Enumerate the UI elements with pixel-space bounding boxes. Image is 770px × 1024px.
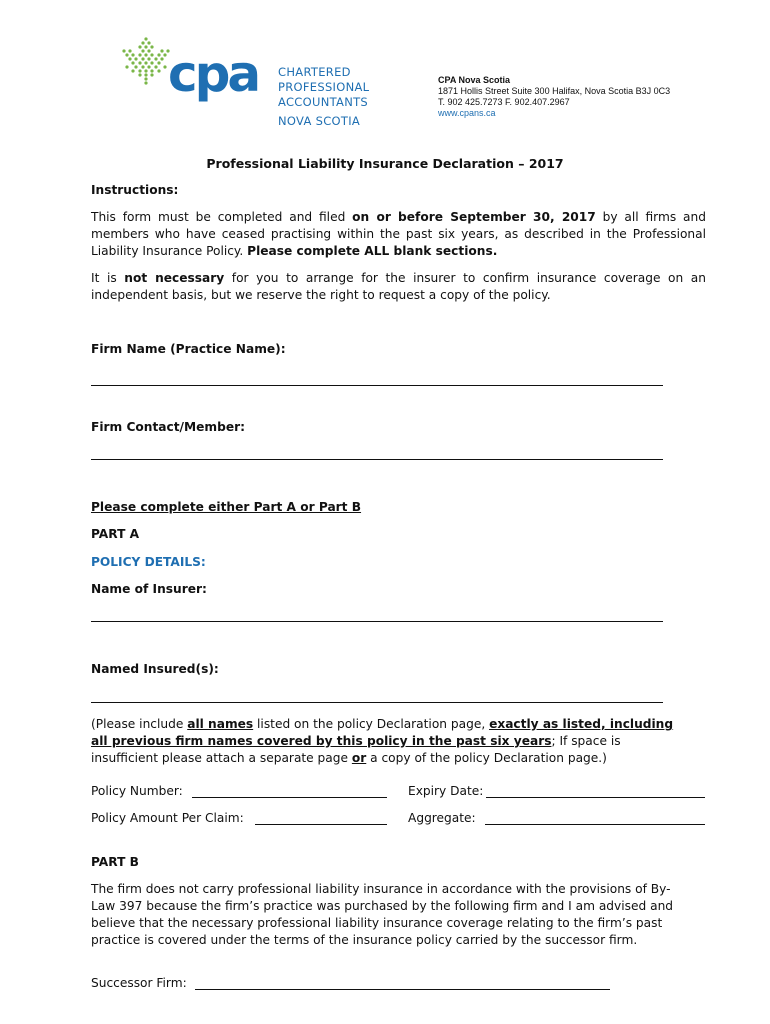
para1-deadline: on or before September 30, 2017 <box>352 210 596 224</box>
firm-contact-field[interactable] <box>91 459 663 460</box>
logo-line-4: NOVA SCOTIA <box>278 114 361 128</box>
named-insured-note <box>91 716 691 767</box>
firm-name-label: Firm Name (Practice Name): <box>91 342 286 356</box>
note-text-c: listed on the policy Declaration page, <box>253 717 490 731</box>
logo-designation <box>278 65 369 129</box>
named-insured-field[interactable] <box>91 702 663 703</box>
para1-complete-all: Please complete ALL blank sections. <box>247 244 498 258</box>
firm-contact-label: Firm Contact/Member: <box>91 420 245 434</box>
para1-text-a: This form must be completed and filed <box>91 210 353 224</box>
successor-firm-field[interactable] <box>195 989 610 990</box>
aggregate-label: Aggregate: <box>408 811 476 825</box>
org-name: CPA Nova Scotia <box>438 75 511 85</box>
para2-text-a: It is <box>91 271 125 285</box>
logo-line-3: ACCOUNTANTS <box>278 95 369 109</box>
policy-details-heading: POLICY DETAILS: <box>91 555 206 569</box>
aggregate-field[interactable] <box>485 824 705 825</box>
para2-not-necessary: not necessary <box>124 271 225 285</box>
document-title: Professional Liability Insurance Declaration – 2017 <box>206 156 564 171</box>
para1-text-c: by all firms and members who have ceased practising within the past six years, as described in the Professional Liability Insurance Policy. <box>91 210 706 258</box>
instructions-paragraph-1 <box>91 209 706 260</box>
note-all-names: all names <box>187 717 254 731</box>
note-or: or <box>351 751 367 765</box>
part-a-heading: PART A <box>91 527 140 541</box>
policy-number-field[interactable] <box>192 797 387 798</box>
org-phone: T. 902 425.7273 F. 902.407.2967 <box>438 97 570 107</box>
org-website-link[interactable]: www.cpans.ca <box>438 108 496 118</box>
part-choice-instruction: Please complete either Part A or Part B <box>91 500 362 514</box>
firm-name-field[interactable] <box>91 385 663 386</box>
instructions-paragraph-2 <box>91 270 706 304</box>
expiry-date-label: Expiry Date: <box>408 784 484 798</box>
maple-leaf-dots-icon <box>120 36 172 98</box>
para2-text-c: for you to arrange for the insurer to confirm insurance coverage on an independent basis, but we reserve the right to request a copy of the policy. <box>91 271 706 302</box>
contact-block <box>438 75 670 119</box>
note-text-a: (Please include <box>91 717 188 731</box>
named-insured-label: Named Insured(s): <box>91 662 219 676</box>
note-exactly-as-listed: exactly as listed, including all previous firm names covered by this policy in the past six years <box>91 717 674 748</box>
amount-per-claim-field[interactable] <box>255 824 387 825</box>
amount-per-claim-label: Policy Amount Per Claim: <box>91 811 244 825</box>
note-text-e: ; If space is insufficient please attach a separate page <box>91 734 621 765</box>
logo-line-1: CHARTERED <box>278 65 351 79</box>
part-b-heading: PART B <box>91 855 139 869</box>
part-b-text: The firm does not carry professional liability insurance in accordance with the provisions of By-Law 397 because the firm’s practice was purchased by the following firm and I am advised and believe that the necessary professional liability insurance coverage relating to the firm’s past practice is covered under the terms of the insurance policy carried by the successor firm. <box>91 882 674 947</box>
note-text-g: a copy of the policy Declaration page.) <box>366 751 607 765</box>
instructions-heading: Instructions: <box>91 183 179 197</box>
logo-line-2: PROFESSIONAL <box>278 80 370 94</box>
insurer-label: Name of Insurer: <box>91 582 207 596</box>
org-address: 1871 Hollis Street Suite 300 Halifax, Nova Scotia B3J 0C3 <box>438 86 671 96</box>
successor-firm-label: Successor Firm: <box>91 976 187 990</box>
insurer-field[interactable] <box>91 621 663 622</box>
expiry-date-field[interactable] <box>486 797 705 798</box>
policy-number-label: Policy Number: <box>91 784 183 798</box>
cpa-wordmark: cpa <box>168 45 259 103</box>
cpa-logo <box>120 36 380 126</box>
